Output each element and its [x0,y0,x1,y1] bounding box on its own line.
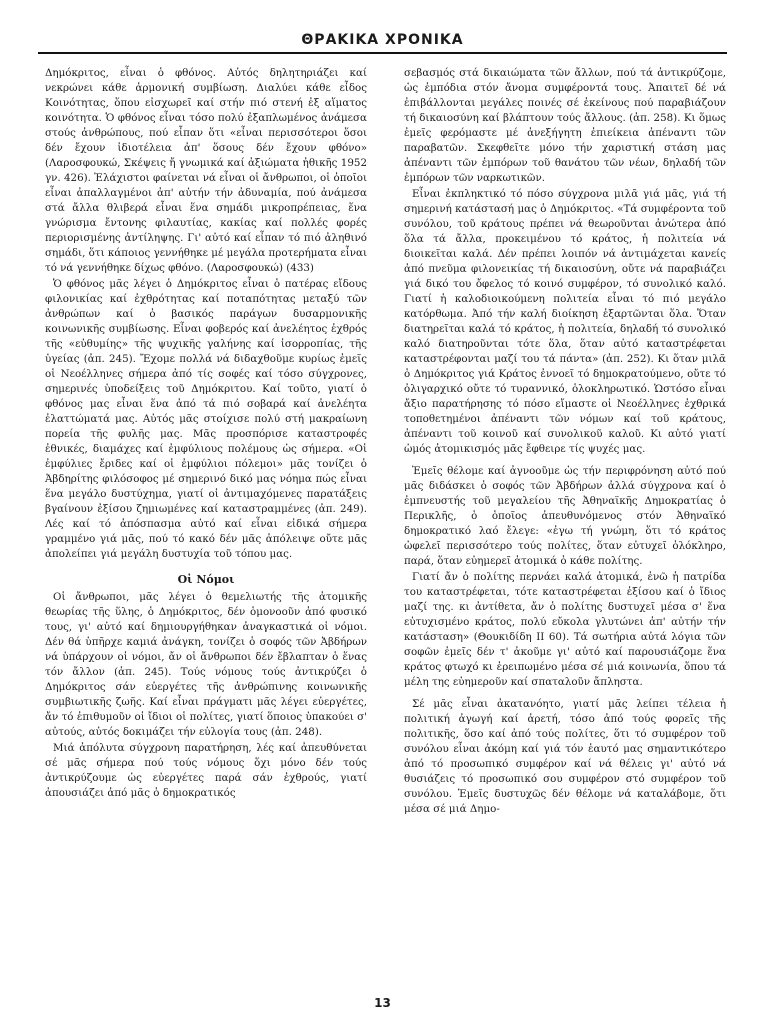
paragraph: Ἐμεῖς θέλομε καί ἀγνοοῦμε ὡς τήν περιφρόνηση αὐτό πού μᾶς διδάσκει ὁ σοφός τῶν Ἀβδήρων ἀλλά σύγχρονα καί ὁ ἐμπνευστής τοῦ μεγαλείου τῆς Ἀθηναϊκῆς Δημοκρατίας ὁ Περικλῆς, ὁ ὁποῖος ἀπευθυνόμενος στόν Ἀθηναϊκό δημοκρατικό λαό ἔλεγε: «ἐγω τή γνώμη, ὅτι τό κράτος ὠφελεῖ περισσότερο τούς πολίτες, ὅταν εὐτυχεῖ ὁλόκληρο, παρά, ὅταν εὐημερεῖ ἀτομικά ὁ κάθε πολίτης. [404,465,726,567]
paragraph: σεβασμός στά δικαιώματα τῶν ἄλλων, πού τά ἀντικρύζομε, ὡς ἐμπόδια στόν ἄνομα συμφέροντά τους. Ἀπαιτεῖ δέ νά ἐπιβάλλονται μεγάλες ποινές σέ ἐκείνους πού παραβιάζουν τή δικαιοσύνη καί βλάπτουν τούς ἄλλους. (ἀπ. 258). Κι ὅμως ἐμεῖς φερόμαστε μέ ἀνεξήγητη ἐπιείκεια ἀπέναντι τῶν παραβατῶν. Σκεφθεῖτε μόνο τήν χαριστική στάση μας ἀπέναντι τῶν ἐμπόρων τοῦ θανάτου τῶν νέων, δηλαδή τῶν ἐμπόρων τῶν ναρκωτικῶν. [404,67,726,184]
page-number: 13 [374,996,391,1010]
running-header: ΘΡΑΚΙΚΑ ΧΡΟΝΙΚΑ [38,32,727,54]
section-heading: Οἱ Νόμοι [177,573,235,586]
paragraph: Εἶναι ἐκπληκτικό τό πόσο σύγχρονα μιλᾶ γιά μᾶς, γιά τή σημερινή κατάστασή μας ὁ Δημόκριτος. «Τά συμφέροντα τοῦ συνόλου, τοῦ κράτους πρέπει νά θεωροῦνται ἀνώτερα ἀπό ὅλα τά ἄλλα, προκειμένου τό κράτος, ἡ πολιτεία νά διοικεῖται καλά. Δέν πρέπει λοιπόν νά ἀντιμάχεται κανείς ἀπό πνεῦμα φιλονεικίας τή δικαιοσύνη, οὔτε νά παραβιάζει γιά δικό του ὄφελος τό κοινό συμφέρον, τό συνολικό καλό. Γιατί ἡ καλοδιοικούμενη πολιτεία εἶναι τό πιό μεγάλο κατόρθωμα. Ἀπό τήν καλή διοίκηση ἐξαρτῶνται ὅλα. Ὅταν διατηρεῖται καλά τό κράτος, ἡ πολιτεία, δηλαδή τό συνολικό καλό διατηροῦνται τότε ὅλα, ὅταν αὐτό καταστρέφεται καταστρέφονται μαζί του τά πάντα» (ἀπ. 252). Κι ὅταν μιλᾶ ὁ Δημόκριτος γιά Κράτος ἐννοεῖ τό δημοκρατούμενο, οὔτε τό ὀλιγαρχικό οὔτε τό τυραννικό, ὁλοκληρωτικό. Ὡστόσο εἶναι ἄξιο παρατήρησης τό πόσο εἴμαστε οἱ Νεοέλληνες ἐχθρικά τοποθετημένοι ἀπέναντι τῶν νόμων καί τοῦ κράτους, ἀπέναντι τοῦ κοινοῦ καί συνολικοῦ καλοῦ. Κι αὐτό γιατί ὠμός ἀτομικισμός μᾶς ἔφθειρε τίς ψυχές μας. [404,188,726,455]
paragraph: Οἱ ἄνθρωποι, μᾶς λέγει ὁ θεμελιωτής τῆς ἀτομικῆς θεωρίας τῆς ὕλης, ὁ Δημόκριτος, δέν ὁμονοοῦν ἀπό φυσικό τους, γι' αὐτό καί δημιουργήθηκαν ἀναγκαστικά οἱ νόμοι. Δέν θά ὑπῆρχε καμιά ἀνάγκη, τονίζει ὁ σοφός τῶν Ἀβδήρων νά ὑπάρχουν οἱ νόμοι, ἄν οἱ ἄνθρωποι δέν ἔβλαπταν ὁ ἕνας τόν ἄλλον (ἀπ. 245). Τούς νόμους τούς ἀντικρύζει ὁ Δημόκριτος σάν εὐεργέτες τῆς ἀνθρώπινης κοινωνικῆς συμβιωτικῆς ζωῆς. Καί εἶναι πράγματι μᾶς λέγει εὐεργέτες, ἄν τό ἐπιθυμοῦν οἱ ἴδιοι οἱ πολίτες, γιατί ὅποιος ὑπακούει σ' αὐτούς, αὐτός δοκιμάζει τήν εὐλογία τους (ἀπ. 248). [45,591,367,738]
paragraph: Γιατί ἄν ὁ πολίτης περνάει καλά ἀτομικά, ἐνῶ ἡ πατρίδα του καταστρέφεται, τότε καταστρέφεται ἐξίσου καί ὁ ἴδιος μαζί της. κι ἀντίθετα, ἄν ὁ πολίτης δυστυχεῖ μέσα σ' ἕνα εὐτυχισμένο κράτος, πολύ εὔκολα γλυτώνει ἀπ' αὐτήν τήν κατάσταση» (Θουκιδίδη ΙΙ 60). Τά σωτήρια αὐτά λόγια τῶν σοφῶν ἐμεῖς δέν τ' ἀκοῦμε γι' αὐτό καί παρουσιάζομε ἕνα κράτος φτωχό κι ἐρειπωμένο μέσα σέ μιά κοινωνία, ὅπου τά μέλη της εὐημεροῦν καί σπαταλοῦν ἄπληστα. [404,571,726,688]
right-column [404,66,726,818]
paragraph: Μιά ἀπόλυτα σύγχρονη παρατήρηση, λές καί ἀπευθύνεται σέ μᾶς σήμερα πού τούς νόμους ὅχι μόνο δέν τούς ἀντικρύζουμε ὡς εὐεργέτες παρά σάν ἐχθρούς, γιατί ἀπουσιάζει ἀπό μᾶς ὁ δημοκρατικός [45,742,367,799]
left-column [45,66,367,802]
paragraph: Σέ μᾶς εἶναι ἀκατανόητο, γιατί μᾶς λείπει τέλεια ἡ πολιτική ἀγωγή καί ἀρετή, τόσο ἀπό τούς φορεῖς τῆς πολιτικῆς, ὅσο καί ἀπό τούς πολίτες, ὅτι τό συμφέρον τοῦ συνόλου εἶναι ἀκόμη καί γιά τόν ἑαυτό μας σημαντικότερο ἀπό τό προσωπικό συμφέρον καί νά θέλεις γι' αὐτό νά θυσιάζεις τό προσωπικό σου συμφέρον στό συμφέρον τοῦ συνόλου. Ἐμεῖς δυστυχῶς δέν θέλομε νά καταλάβομε, ὅτι μέσα σέ μιά Δημο- [404,698,726,815]
paragraph: Ὁ φθόνος μᾶς λέγει ὁ Δημόκριτος εἶναι ὁ πατέρας εἴδους φιλονικίας καί ἐχθρότητας καί ποταπότητας μεταξύ τῶν ἀνθρώπων καί ὁ βασικός παράγων δυσαρμονικῆς κοινωνικῆς συμβίωσης. Εἶναι φοβερός καί ἀνελέητος ἐχθρός τῆς «εὐθυμίης» τῆς ψυχικῆς γαλήνης καί ἰσορροπίας, τῆς ὑγείας (ἀπ. 245). Ἔχομε πολλά νά διδαχθοῦμε κυρίως ἐμεῖς οἱ Νεοέλληνες σήμερα ἀπό τίς σοφές καί τόσο σύγχρονες, σημερινές ὑποδείξεις τοῦ Δημόκριτου. Καί τοῦτο, γιατί ὁ φθόνος μας εἶναι ἕνα ἀπό τά πιό σοβαρά καί ἀνελέητα ἐλαττώματά μας. Αὐτός μᾶς στοίχισε πολύ στή μακραίωνη πορεία τῆς φυλῆς μας. Μᾶς προσπόρισε καταστροφές ἐθνικές, διαμάχες καί ἐμφύλιους πολέμους ὡς σήμερα. «Οἱ ἐμφύλιες ἔριδες καί οἱ ἐμφύλιοι πόλεμοι» μᾶς τονίζει ὁ Ἀβδηρίτης φιλόσοφος μέ σημερινό δικό μας νόημα πώς εἶναι ἕνα μεγάλο δυστύχημα, γιατί οἱ ἀντιμαχόμενες παρατάξεις βγαίνουν ἐξίσου ζημιωμένες καί καταστραμμένες (ἀπ. 249). Λές καί τό ἀπόσπασμα αὐτό καί εἶναι εἰδικά σήμερα γραμμένο γιά μᾶς, πού τό κακό δέν μᾶς ἀπόλειψε οὔτε μᾶς ἀπολείπει γιά μεγάλη δυστυχία τοῦ τόπου μας. [45,278,367,560]
paragraph: Δημόκριτος, εἶναι ὁ φθόνος. Αὐτός δηλητηριάζει καί νεκρώνει κάθε ἁρμονική συμβίωση. Διαλύει κάθε εἶδος Κοινότητας, ὅπου εἰσχωρεῖ καί στήν πιό στενή ἐξ αἵματος κοινότητα. Ὁ φθόνος εἶναι τόσο πολύ ἐξαπλωμένος ἀνάμεσα στούς ἀνθρώπους, πού εἶπαν ὅτι «εἶναι περισσότεροι ὅσοι δέν ἔχουν ἰδιοτέλεια ἀπ' ὅσους δέν ἔχουν φθόνο» (Λαροσφουκώ, Σκέψεις ἤ γνωμικά καί ἀξιώματα ἠθικῆς 1952 γν. 426). Ἐλάχιστοι φαίνεται νά εἶναι οἱ ἄνθρωποι, οἱ ὁποῖοι εἶναι ἀπαλλαγμένοι ἀπ' αὐτήν τήν ἀδυναμία, πού ἀνάμεσα στά ἄλλα θλιβερά εἶναι ἕνα σημάδι μικροπρέπειας, ἕνα γνώρισμα ἔντονης φιλαυτίας, κακίας καί πολλές φορές περιορισμένης ἀντίληψης. Γι' αὐτό καί εἶπαν τό πιό ἀληθινό σημάδι, ὅτι κάποιος γεννήθηκε μέ μεγάλα προτερήματα εἶναι τό νά γεννήθηκε δίχως φθόνο. (Λαροσφουκώ) (433) [45,67,367,274]
